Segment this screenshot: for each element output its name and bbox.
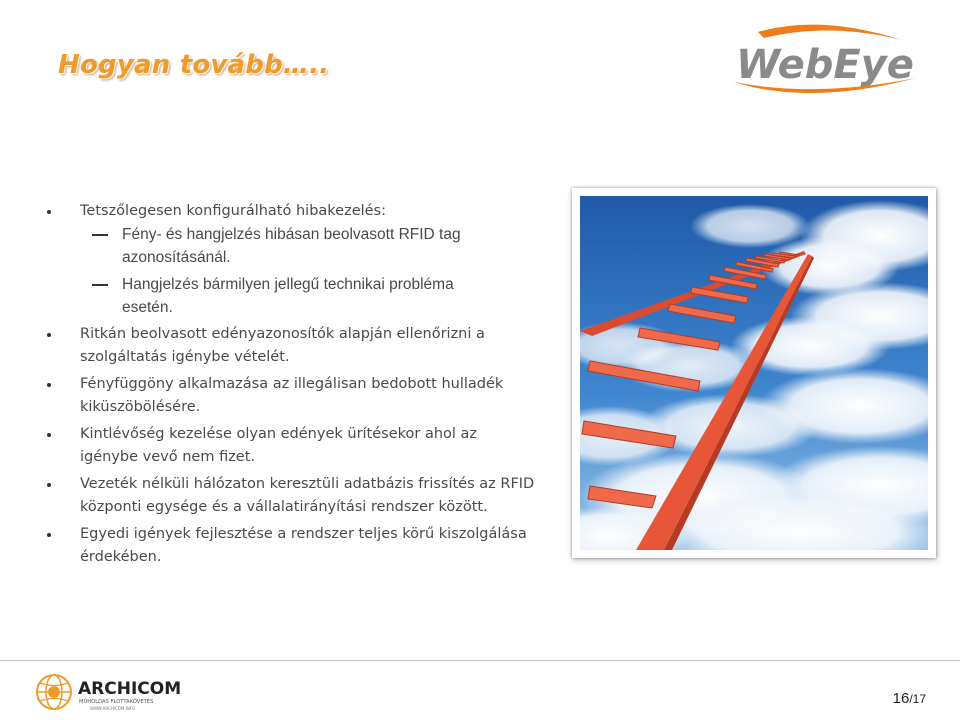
ladder-sky-photo	[572, 188, 936, 558]
webeye-logo-text: WebEye	[736, 42, 914, 88]
bullet-item	[36, 523, 566, 569]
dash-icon	[92, 234, 108, 236]
page-current: 16	[892, 690, 910, 707]
bullet-text: Egyedi igények fejlesztése a rendszer teljes körű kiszolgálása	[80, 526, 527, 542]
bullet-dot-icon	[47, 210, 51, 214]
slide-title: Hogyan tovább…..	[58, 50, 330, 80]
dash-icon	[92, 284, 108, 286]
sub-bullet-text: azonosításánál.	[122, 249, 231, 266]
archicom-tagline: MŰHOLDAS FLOTTAKÖVETÉS	[79, 699, 154, 705]
page-number	[893, 690, 926, 708]
bullet-dot-icon	[47, 483, 51, 487]
bullet-text: szolgáltatás igénybe vételét.	[80, 349, 290, 365]
globe-icon	[37, 675, 71, 709]
bullet-item	[36, 200, 566, 223]
webeye-logo	[720, 18, 920, 98]
sub-bullet-item	[36, 223, 566, 269]
archicom-url: WWW.ARCHICOM.INFO	[90, 706, 136, 711]
ladder-sky-image	[580, 196, 928, 550]
bullet-dot-icon	[47, 333, 51, 337]
bullet-text: érdekében.	[80, 549, 162, 565]
bullet-text: Tetszőlegesen konfigurálható hibakezelés:	[80, 203, 387, 219]
bullet-dot-icon	[47, 383, 51, 387]
bullet-item	[36, 473, 566, 519]
bullet-text: Kintlévőség kezelése olyan edények ürítésekor ahol az	[80, 426, 478, 442]
bullet-text: Vezeték nélküli hálózaton keresztüli adatbázis frissítés az RFID	[80, 476, 535, 492]
bullet-text: Ritkán beolvasott edényazonosítók alapján ellenőrizni a	[80, 326, 485, 342]
bullet-list	[36, 200, 566, 569]
bullet-dot-icon	[47, 533, 51, 537]
bullet-text: kiküszöbölésére.	[80, 399, 201, 415]
archicom-name: ARCHICOM	[78, 679, 182, 699]
sub-bullet-text: Fény- és hangjelzés hibásan beolvasott RFID tag	[122, 226, 461, 243]
footer-divider	[0, 660, 960, 661]
page-total: /17	[909, 692, 926, 706]
bullet-text: központi egysége és a vállalatirányítási rendszer között.	[80, 499, 488, 515]
archicom-logo	[34, 672, 234, 712]
bullet-item	[36, 373, 566, 419]
bullet-text: Fényfüggöny alkalmazása az illegálisan bedobott hulladék	[80, 376, 504, 392]
bullet-dot-icon	[47, 433, 51, 437]
sub-bullet-text: esetén.	[122, 299, 173, 316]
sub-bullet-text: Hangjelzés bármilyen jellegű technikai probléma	[122, 276, 454, 293]
bullet-text: igénybe vevő nem fizet.	[80, 449, 256, 465]
bullet-item	[36, 423, 566, 469]
bullet-item	[36, 323, 566, 369]
sub-bullet-item	[36, 273, 566, 319]
